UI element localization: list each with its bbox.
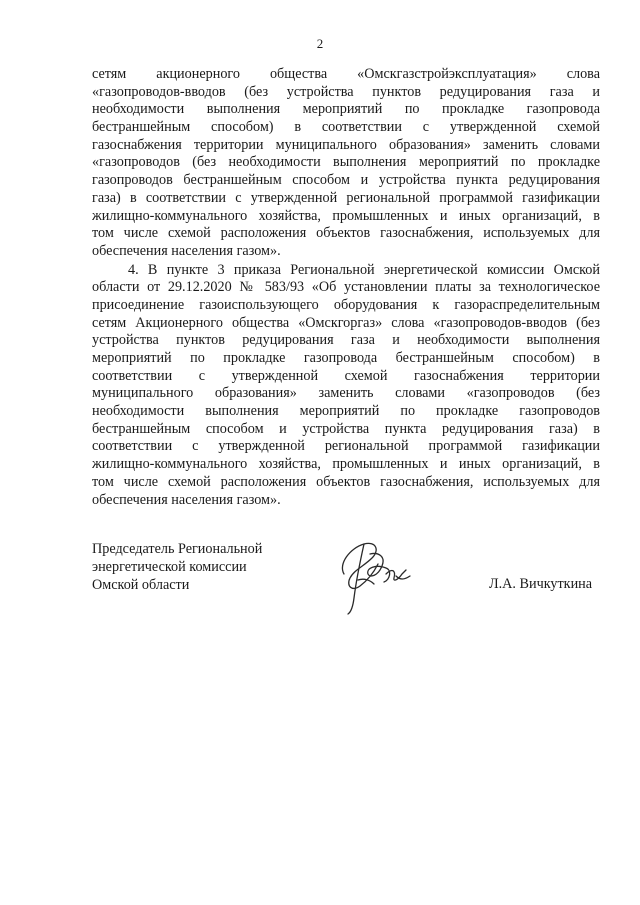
paragraph-amendment-4 [92, 262, 600, 510]
text-line: мероприятий по прокладке газопровода бестраншейным способом) в [92, 350, 600, 366]
paragraph-amendment-3 [92, 66, 600, 261]
signatory-title [92, 540, 262, 594]
text-line: 4. В пункте 3 приказа Региональной энергетической комиссии Омской [128, 261, 600, 278]
text-line: жилищно-коммунального хозяйства, промышленных и иных организаций, в [92, 456, 600, 473]
text-line: сетям Акционерного общества «Омскгоргаз» слова «газопроводов-вводов (без [92, 314, 600, 331]
page-number: 2 [316, 36, 324, 51]
signatory-title-line: Омской области [92, 577, 190, 593]
signature-strokes [342, 543, 410, 614]
handwritten-signature [330, 534, 420, 618]
text-line: области от 29.12.2020 № 583/93 «Об установлении платы за технологическое [92, 279, 600, 296]
text-line: необходимости выполнения мероприятий по прокладке газопроводов [92, 403, 600, 420]
text-line: газа) в соответствии с утвержденной региональной программой газификации [92, 189, 600, 206]
text-line: сетям акционерного общества «Омскгазстройэксплуатация» слова [92, 66, 600, 82]
text-line: муниципального образования» заменить словами «газопроводов (без [92, 385, 600, 402]
text-line: том числе схемой расположения объектов газоснабжения, используемых для [92, 225, 600, 242]
document-body [92, 66, 600, 509]
text-line: «газопроводов-вводов (без устройства пунктов редуцирования газа и [92, 83, 600, 100]
text-line: газопроводов бестраншейным способом и устройства пункта редуцирования [92, 172, 600, 189]
text-line: соответствии с утвержденной региональной программой газификации [92, 438, 600, 455]
signatory-name: Л.А. Вичкуткина [489, 576, 593, 592]
signatory-title-line: Председатель Региональной [92, 541, 263, 557]
text-line: обеспечения населения газом». [92, 242, 281, 259]
text-line: жилищно-коммунального хозяйства, промышленных и иных организаций, в [92, 207, 600, 224]
signatory-title-line: энергетической комиссии [92, 559, 247, 575]
text-line: необходимости выполнения мероприятий по прокладке газопровода [92, 101, 600, 118]
text-line: газоснабжения территории муниципального образования» заменить словами [92, 136, 600, 153]
text-line: обеспечения населения газом». [92, 491, 281, 508]
text-line: «газопроводов (без необходимости выполнения мероприятий по прокладке [92, 154, 600, 171]
text-line: бестраншейным способом) в соответствии с утвержденной схемой [92, 119, 600, 136]
text-line: устройства пунктов редуцирования газа и необходимости выполнения [92, 332, 600, 349]
text-line: соответствии с утвержденной схемой газоснабжения территории [92, 367, 600, 384]
text-line: том числе схемой расположения объектов газоснабжения, используемых для [92, 473, 600, 490]
text-line: присоединение газоиспользующего оборудования к газораспределительным [92, 296, 600, 313]
text-line: бестраншейным способом и устройства пункта редуцирования газа) в [92, 420, 600, 437]
